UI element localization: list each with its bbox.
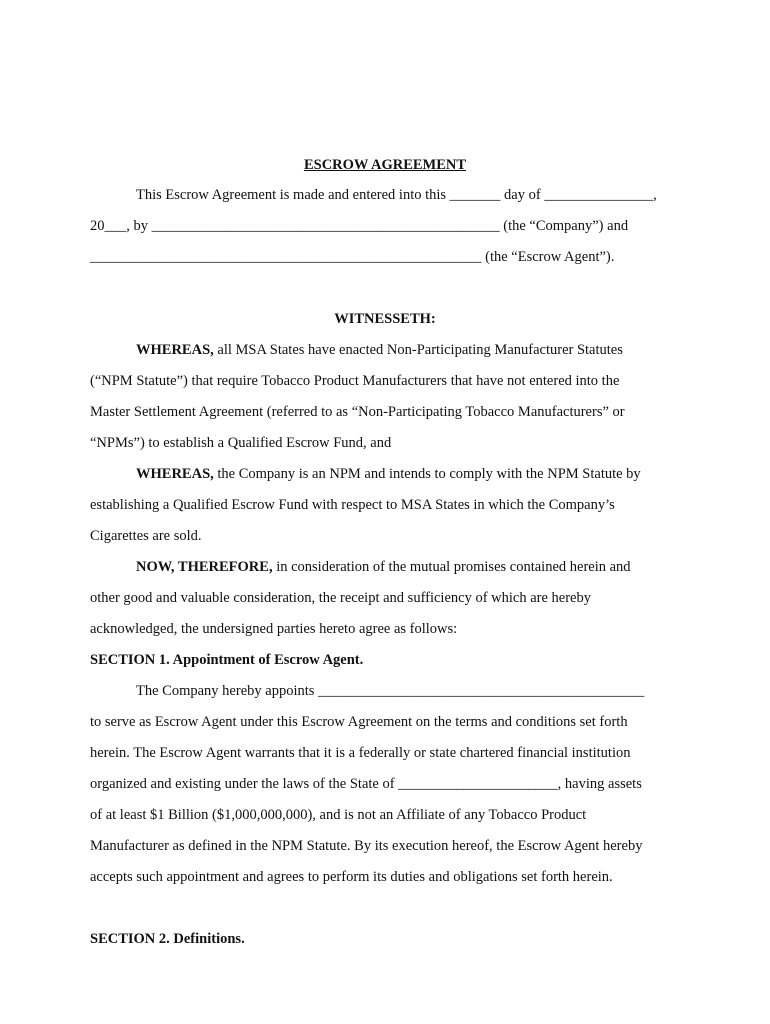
section1-line-7: accepts such appointment and agrees to perform its duties and obligations set forth herein. xyxy=(90,869,613,885)
section1-heading: SECTION 1. Appointment of Escrow Agent. xyxy=(90,652,364,668)
intro-line-2: 20___, by ________________________________________________ (the “Company”) and xyxy=(90,218,629,234)
whereas1-line-4: “NPMs”) to establish a Qualified Escrow Fund, and xyxy=(90,435,392,451)
section1-line-3: herein. The Escrow Agent warrants that it is a federally or state chartered financial institution xyxy=(90,745,631,761)
whereas1-text-1: all MSA States have enacted Non-Participating Manufacturer Statutes xyxy=(213,342,623,358)
whereas2-line-1 xyxy=(136,465,682,483)
now-therefore-line-2: other good and valuable consideration, the receipt and sufficiency of which are hereby xyxy=(90,590,591,606)
now-therefore-lead: NOW, THEREFORE, xyxy=(136,559,273,575)
section1-line-6: Manufacturer as defined in the NPM Statute. By its execution hereof, the Escrow Agent hereby xyxy=(90,838,643,854)
section1-line-2: to serve as Escrow Agent under this Escrow Agreement on the terms and conditions set forth xyxy=(90,714,628,730)
whereas1-lead: WHEREAS, xyxy=(136,342,214,358)
whereas1-line-2: (“NPM Statute”) that require Tobacco Product Manufacturers that have not entered into the xyxy=(90,373,620,389)
document-title: ESCROW AGREEMENT xyxy=(303,157,467,173)
now-therefore-line-3: acknowledged, the undersigned parties hereto agree as follows: xyxy=(90,621,458,637)
whereas1-line-3: Master Settlement Agreement (referred to as “Non-Participating Tobacco Manufacturers” or xyxy=(90,404,625,420)
section1-line-1: The Company hereby appoints _____________________________________________ xyxy=(136,683,645,699)
whereas2-text-1: the Company is an NPM and intends to comply with the NPM Statute by xyxy=(213,466,641,482)
intro-line-1: This Escrow Agreement is made and entered into this _______ day of _______________, xyxy=(136,187,657,203)
intro-line-3: ______________________________________________________ (the “Escrow Agent”). xyxy=(90,249,615,265)
now-therefore-text-1: in consideration of the mutual promises contained herein and xyxy=(272,559,631,575)
witnesseth-heading: WITNESSETH: xyxy=(334,311,436,327)
section2-heading: SECTION 2. Definitions. xyxy=(90,931,245,947)
whereas2-lead: WHEREAS, xyxy=(136,466,214,482)
now-therefore-line-1 xyxy=(136,558,682,576)
whereas2-line-3: Cigarettes are sold. xyxy=(90,528,202,544)
section1-line-5: of at least $1 Billion ($1,000,000,000), and is not an Affiliate of any Tobacco Product xyxy=(90,807,587,823)
whereas2-line-2: establishing a Qualified Escrow Fund with respect to MSA States in which the Company’s xyxy=(90,497,615,513)
whereas1-line-1 xyxy=(136,341,682,359)
section1-line-4: organized and existing under the laws of the State of ______________________, having assets xyxy=(90,776,642,792)
